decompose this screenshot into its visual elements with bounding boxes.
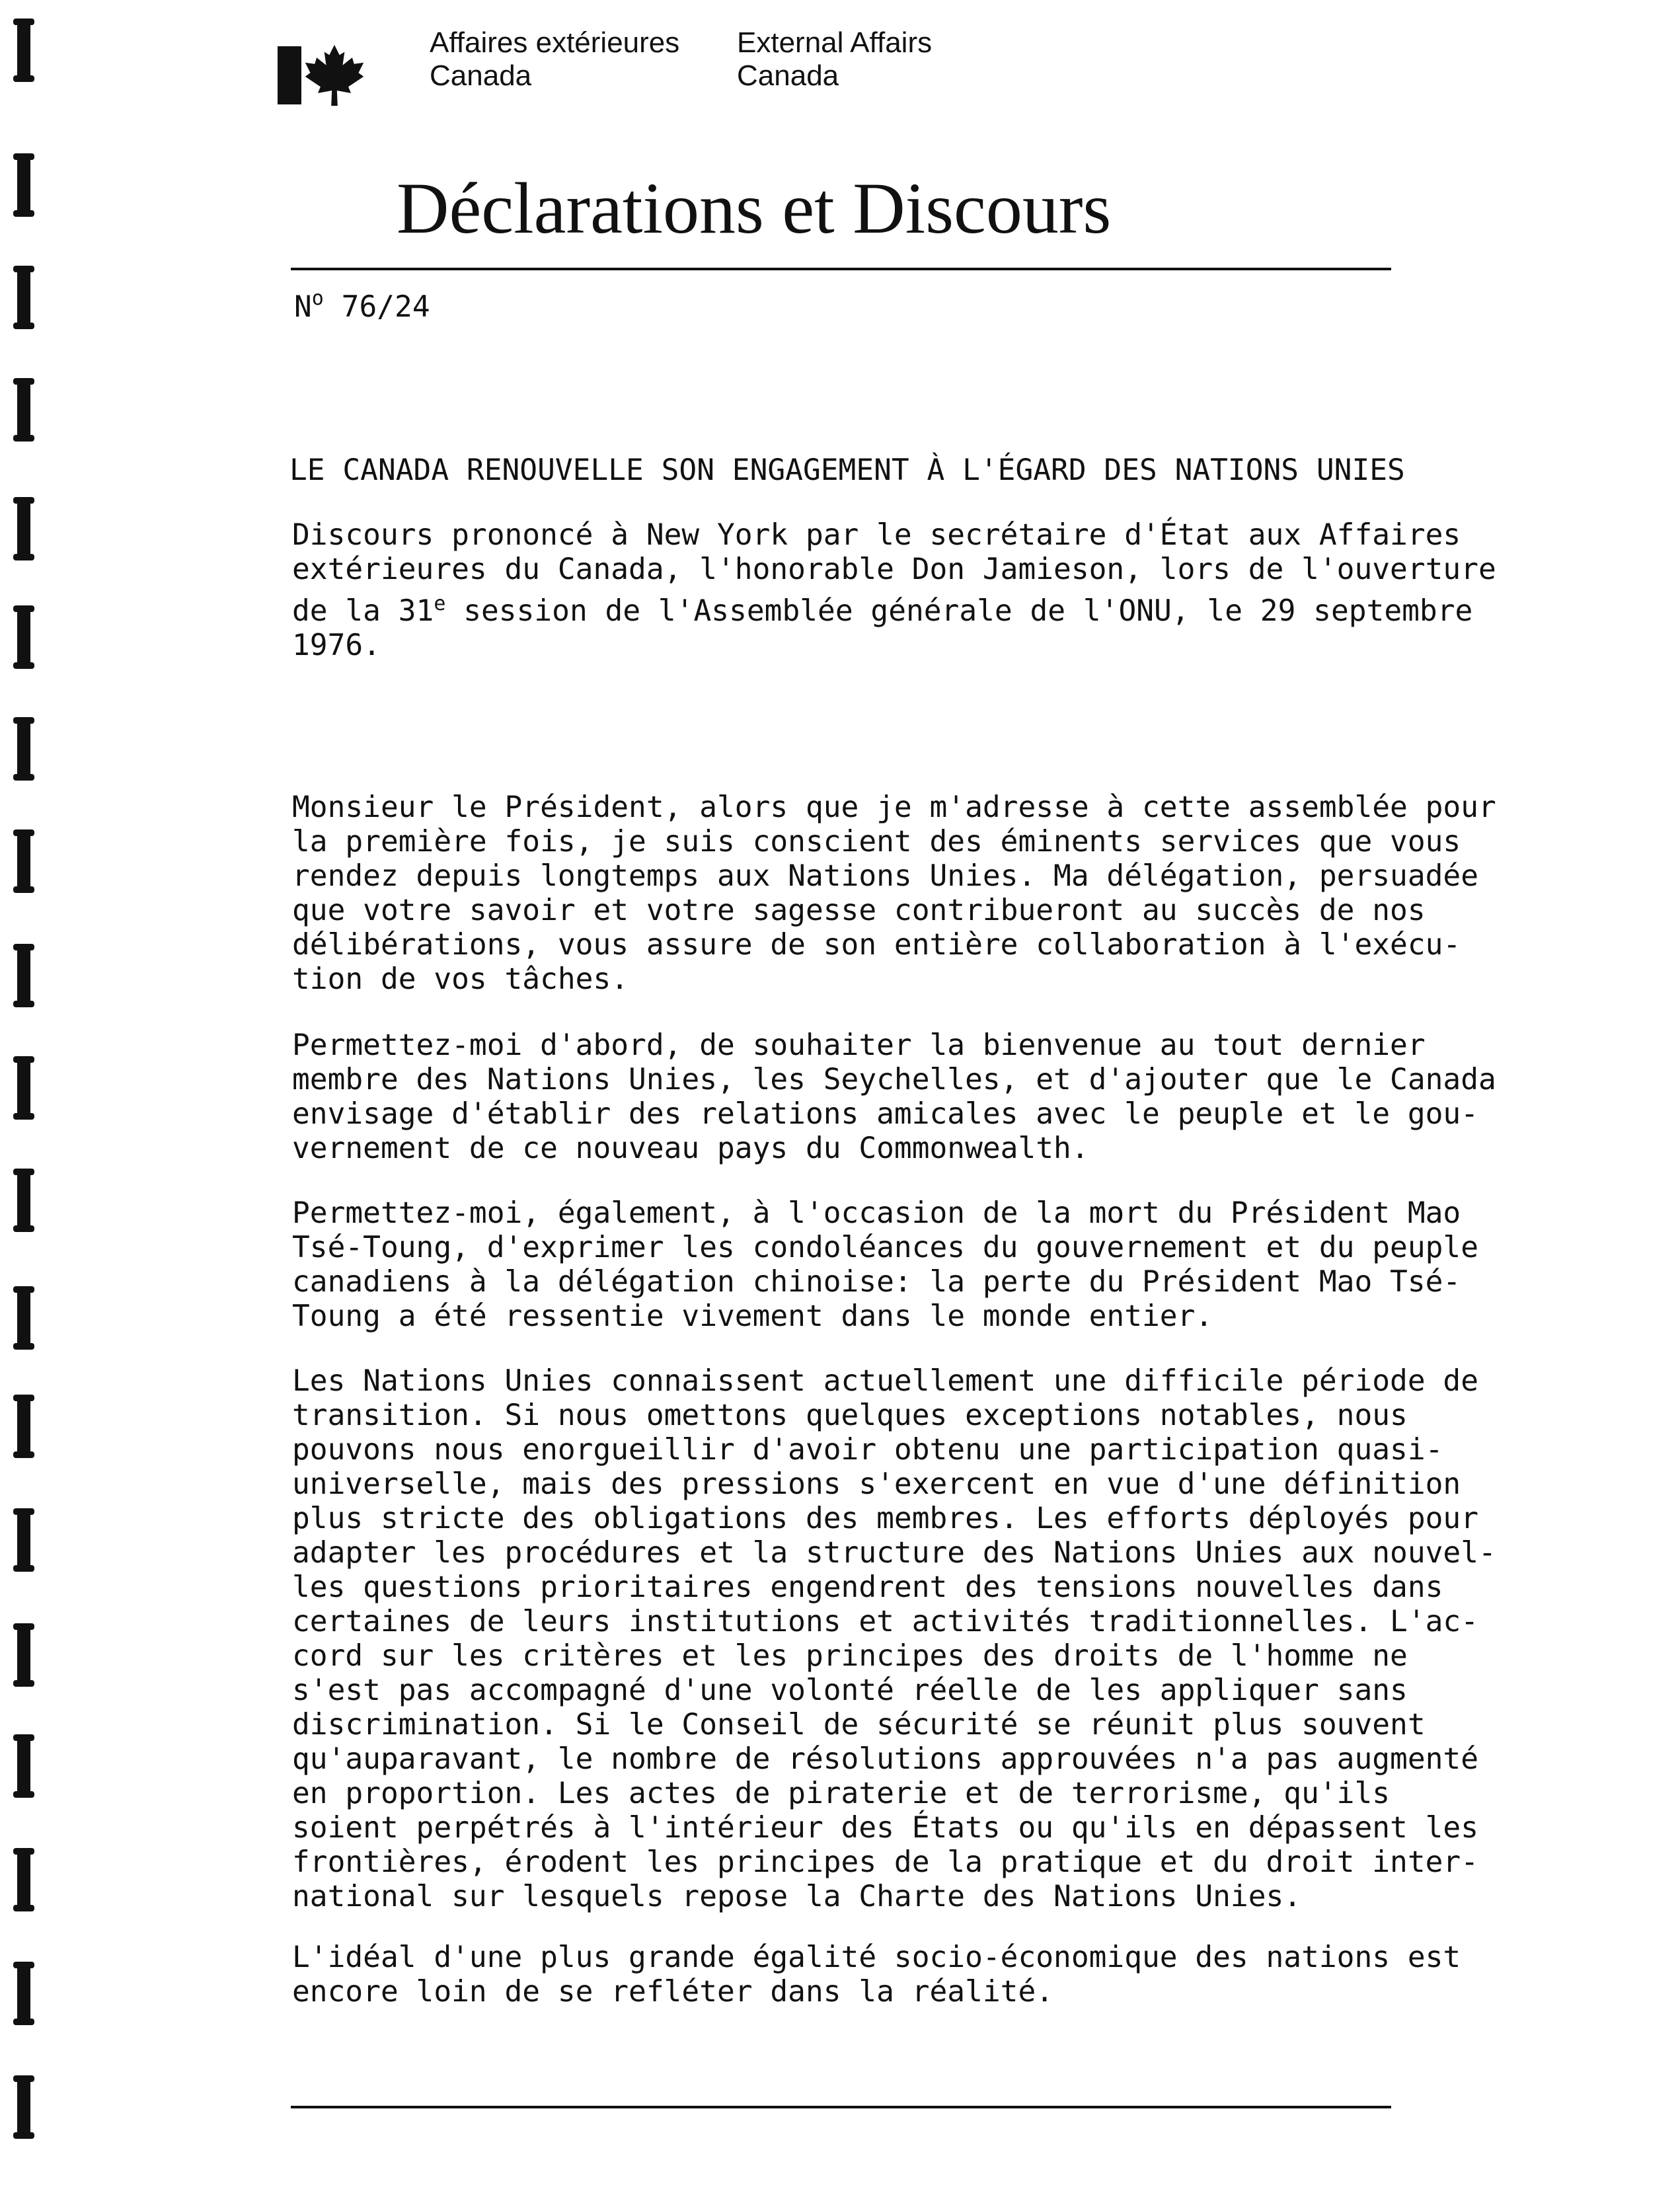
intro-line: extérieures du Canada, l'honorable Don Jamieson, lors de l'ouverture bbox=[292, 553, 1496, 586]
paragraph-line: en proportion. Les actes de piraterie et de terrorisme, qu'ils bbox=[292, 1777, 1391, 1810]
intro-line: Discours prononcé à New York par le secrétaire d'État aux Affaires bbox=[292, 518, 1461, 552]
paragraph-line: universelle, mais des pressions s'exercent en vue d'une définition bbox=[292, 1467, 1461, 1501]
paragraph-line: s'est pas accompagné d'une volonté réelle de les appliquer sans bbox=[292, 1674, 1408, 1707]
binding-hole bbox=[17, 266, 30, 329]
paragraph-line: Permettez-moi, également, à l'occasion de la mort du Président Mao bbox=[292, 1196, 1461, 1230]
speech-headline: LE CANADA RENOUVELLE SON ENGAGEMENT À L'ÉGARD DES NATIONS UNIES bbox=[289, 453, 1405, 487]
binding-hole bbox=[17, 1169, 30, 1232]
title-rule bbox=[291, 268, 1391, 270]
paragraph-line: adapter les procédures et la structure des Nations Unies aux nouvel- bbox=[292, 1536, 1496, 1570]
binding-hole bbox=[17, 605, 30, 669]
binding-hole bbox=[17, 1734, 30, 1798]
department-name-fr-line: Affaires extérieures bbox=[430, 26, 680, 59]
speech-introduction bbox=[292, 518, 1496, 663]
department-name-fr bbox=[430, 26, 679, 93]
paragraph-line: qu'auparavant, le nombre de résolutions approuvées n'a pas augmenté bbox=[292, 1742, 1479, 1776]
intro-line bbox=[292, 587, 1473, 629]
paragraph-line: soient perpétrés à l'intérieur des États ou qu'ils en dépassent les bbox=[292, 1811, 1479, 1845]
binding-hole bbox=[17, 1962, 30, 2025]
paragraph-line: cord sur les critères et les principes des droits de l'homme ne bbox=[292, 1639, 1408, 1673]
paragraph-3 bbox=[292, 1196, 1479, 1334]
binding-hole bbox=[17, 153, 30, 217]
intro-line-rest: session de l'Assemblée générale de l'ONU, le 29 septembre bbox=[445, 594, 1473, 628]
department-name-en-line: External Affairs bbox=[737, 26, 933, 59]
paragraph-line: vernement de ce nouveau pays du Commonwealth. bbox=[292, 1132, 1089, 1165]
paragraph-1 bbox=[292, 790, 1496, 997]
binding-hole bbox=[17, 1623, 30, 1687]
document-number-prefix: N bbox=[294, 290, 312, 324]
paragraph-line: envisage d'établir des relations amicales avec le peuple et le gou- bbox=[292, 1097, 1479, 1131]
paragraph-2 bbox=[292, 1028, 1496, 1166]
intro-line-superscript: e bbox=[434, 592, 446, 615]
document-number-value: 76/24 bbox=[323, 290, 430, 324]
intro-line-start: de la 31 bbox=[292, 594, 434, 628]
binding-hole bbox=[17, 1056, 30, 1120]
paragraph-line: Permettez-moi d'abord, de souhaiter la bienvenue au tout dernier bbox=[292, 1028, 1426, 1062]
binding-hole bbox=[17, 829, 30, 893]
paragraph-line: les questions prioritaires engendrent des tensions nouvelles dans bbox=[292, 1570, 1443, 1604]
paragraph-line: tion de vos tâches. bbox=[292, 962, 629, 996]
paragraph-5 bbox=[292, 1941, 1461, 2009]
paragraph-line: national sur lesquels repose la Charte des Nations Unies. bbox=[292, 1880, 1302, 1913]
paragraph-line: pouvons nous enorgueillir d'avoir obtenu une participation quasi- bbox=[292, 1433, 1443, 1467]
paragraph-line: frontières, érodent les principes de la pratique et du droit inter- bbox=[292, 1845, 1479, 1879]
paragraph-line: Tsé-Toung, d'exprimer les condoléances du gouvernement et du peuple bbox=[292, 1231, 1479, 1264]
binding-hole bbox=[17, 1508, 30, 1572]
canada-wordmark-maple-leaf-icon bbox=[278, 46, 370, 106]
paragraph-line: Les Nations Unies connaissent actuellement une difficile période de bbox=[292, 1364, 1479, 1398]
paragraph-line: encore loin de se refléter dans la réalité. bbox=[292, 1975, 1054, 2009]
binding-marks bbox=[0, 0, 79, 2195]
maple-leaf-icon bbox=[303, 42, 366, 108]
paragraph-line: la première fois, je suis conscient des éminents services que vous bbox=[292, 825, 1461, 859]
flag-bar-icon bbox=[278, 46, 301, 104]
document-number-superscript: o bbox=[311, 287, 324, 310]
binding-hole bbox=[17, 497, 30, 560]
paragraph-line: rendez depuis longtemps aux Nations Unies. Ma délégation, persuadée bbox=[292, 859, 1479, 893]
binding-hole bbox=[17, 1848, 30, 1911]
page-title: Déclarations et Discours bbox=[397, 168, 1112, 249]
letterhead bbox=[278, 26, 1071, 106]
paragraph-line: discrimination. Si le Conseil de sécurité se réunit plus souvent bbox=[292, 1708, 1426, 1742]
binding-hole bbox=[17, 944, 30, 1007]
binding-hole bbox=[17, 1395, 30, 1458]
paragraph-line: L'idéal d'une plus grande égalité socio-économique des nations est bbox=[292, 1941, 1461, 1974]
department-country-en: Canada bbox=[737, 59, 839, 92]
paragraph-line: que votre savoir et votre sagesse contribueront au succès de nos bbox=[292, 894, 1426, 927]
paragraph-line: délibérations, vous assure de son entière collaboration à l'exécu- bbox=[292, 928, 1461, 962]
binding-hole bbox=[17, 2075, 30, 2139]
paragraph-4 bbox=[292, 1364, 1496, 1914]
footer-rule bbox=[291, 2106, 1391, 2108]
paragraph-line: Monsieur le Président, alors que je m'adresse à cette assemblée pour bbox=[292, 790, 1496, 824]
paragraph-line: Toung a été ressentie vivement dans le monde entier. bbox=[292, 1299, 1213, 1333]
department-name-en bbox=[737, 26, 932, 93]
paragraph-line: plus stricte des obligations des membres. Les efforts déployés pour bbox=[292, 1502, 1479, 1535]
paragraph-line: canadiens à la délégation chinoise: la perte du Président Mao Tsé- bbox=[292, 1265, 1461, 1299]
intro-line: 1976. bbox=[292, 629, 381, 662]
binding-hole bbox=[17, 1286, 30, 1350]
paragraph-line: transition. Si nous omettons quelques exceptions notables, nous bbox=[292, 1399, 1408, 1432]
binding-hole bbox=[17, 378, 30, 442]
paragraph-line: membre des Nations Unies, les Seychelles, et d'ajouter que le Canada bbox=[292, 1063, 1496, 1097]
document-number bbox=[294, 279, 430, 327]
binding-hole bbox=[17, 19, 30, 82]
paragraph-line: certaines de leurs institutions et activités traditionnelles. L'ac- bbox=[292, 1605, 1479, 1638]
binding-hole bbox=[17, 717, 30, 781]
department-country-fr: Canada bbox=[430, 59, 532, 92]
